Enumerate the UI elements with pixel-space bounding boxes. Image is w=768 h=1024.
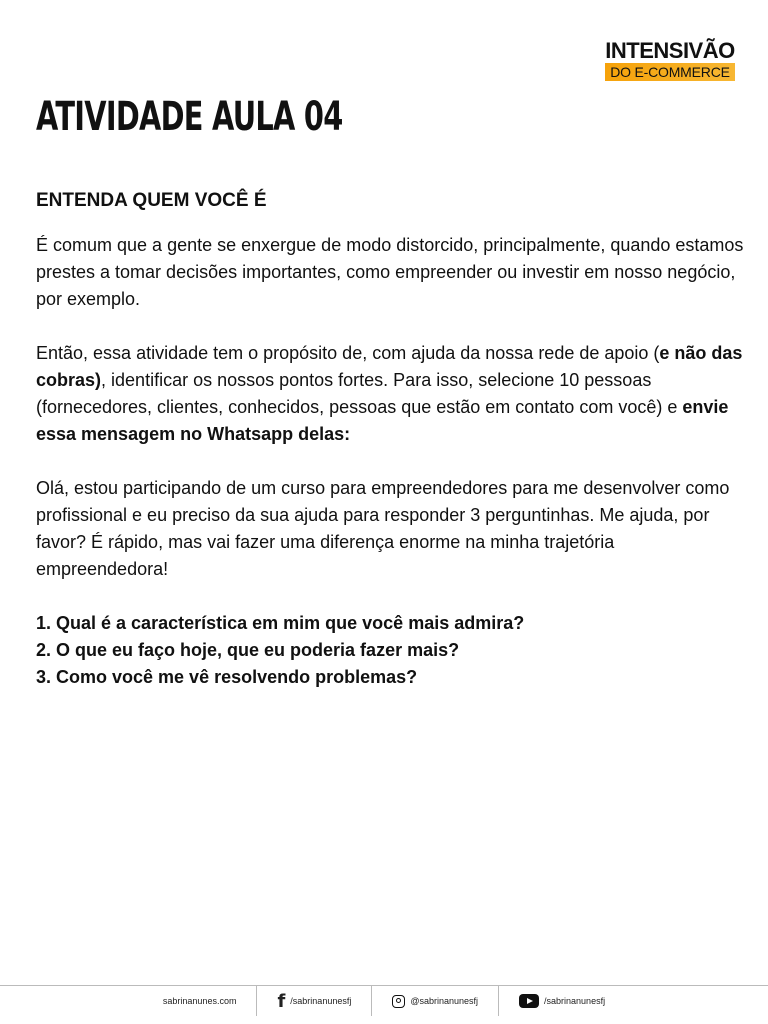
footer-instagram-text: @sabrinanunesfj [410, 996, 479, 1006]
footer-facebook-text: /sabrinanunesfj [290, 996, 352, 1006]
instagram-icon [392, 995, 405, 1008]
questions-list [36, 610, 748, 691]
footer-site-text: sabrinanunes.com [162, 996, 237, 1006]
footer-facebook[interactable] [257, 986, 371, 1016]
footer-site[interactable] [143, 986, 257, 1016]
instructions-text-1: Então, essa atividade tem o propósito de, com ajuda da nossa rede de apoio ( [36, 343, 660, 363]
logo-line-1: INTENSIVÃO [605, 38, 735, 63]
footer-youtube[interactable] [499, 986, 625, 1016]
instructions-bold-1: e não das cobras) [36, 343, 743, 390]
message-paragraph: Olá, estou participando de um curso para empreendedores para me desenvolver como profissional e eu preciso da sua ajuda para responder 3 perguntinhas. Me ajuda, por favor? É rápido, mas vai fazer uma diferença enorme na minha trajetória empreendedora! [36, 478, 730, 579]
document-body [36, 232, 748, 691]
section-subtitle: ENTENDA QUEM VOCÊ É [36, 190, 267, 211]
instructions-paragraph [36, 340, 748, 448]
instructions-text-2: , identificar os nossos pontos fortes. Para isso, selecione 10 pessoas (fornecedores, clientes, conhecidos, pessoas que estão em contato com você) e [36, 370, 683, 417]
youtube-icon [519, 994, 539, 1008]
footer-instagram[interactable] [372, 986, 498, 1016]
facebook-icon: f [277, 990, 286, 1012]
question-item: 1. Qual é a característica em mim que você mais admira? [36, 613, 525, 633]
logo-line-2: DO E-COMMERCE [605, 63, 735, 81]
footer-youtube-text: /sabrinanunesfj [544, 996, 606, 1006]
question-item: 3. Como você me vê resolvendo problemas? [36, 667, 418, 687]
brand-logo [600, 40, 740, 82]
intro-paragraph: É comum que a gente se enxergue de modo distorcido, principalmente, quando estamos prestes a tomar decisões importantes, como empreender ou investir em nosso negócio, por exemplo. [36, 235, 744, 309]
instructions-bold-2: envie essa mensagem no Whatsapp delas: [36, 397, 729, 444]
page-title: ATIVIDADE AULA 04 [36, 94, 343, 140]
question-item: 2. O que eu faço hoje, que eu poderia fazer mais? [36, 640, 460, 660]
footer [0, 986, 768, 1016]
